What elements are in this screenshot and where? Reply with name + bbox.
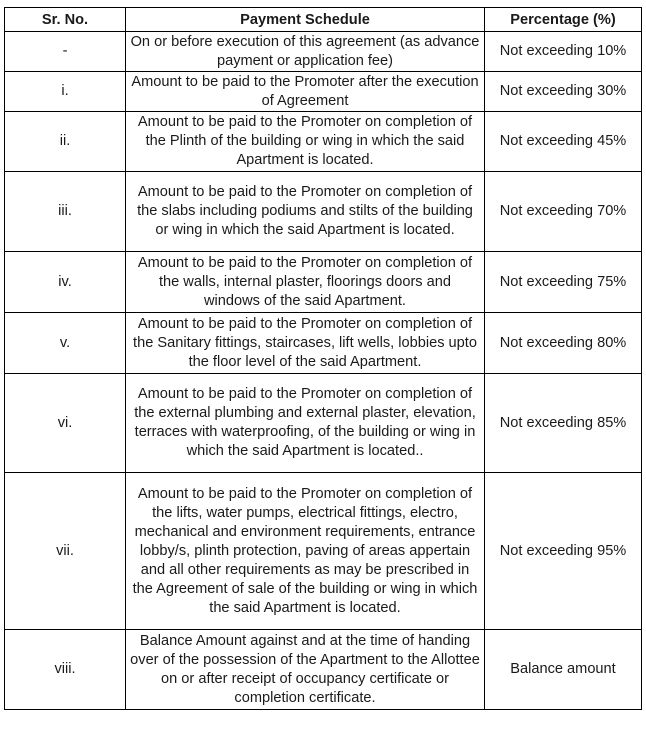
row-percentage: Not exceeding 10% [485,32,642,72]
table-row [5,313,642,374]
row-sr-no: - [5,32,126,72]
row-description: On or before execution of this agreement (as advance payment or application fee) [126,32,485,72]
row-sr-no: v. [5,313,126,374]
row-sr-no: vii. [5,473,126,630]
row-sr-no: iii. [5,172,126,252]
table-row [5,172,642,252]
row-percentage: Not exceeding 85% [485,374,642,473]
table-header-row [5,8,642,32]
table-row [5,32,642,72]
row-description: Amount to be paid to the Promoter on completion of the lifts, water pumps, electrical fittings, electro, mechanical and environment requirements, entrance lobby/s, plinth protection, paving of areas appertain and all other requirements as may be prescribed in the Agreement of sale of the building or wing in which the said Apartment is located. [126,473,485,630]
table-row [5,112,642,172]
table-row [5,630,642,710]
table-row [5,72,642,112]
table-row [5,252,642,313]
row-percentage: Not exceeding 30% [485,72,642,112]
row-sr-no: viii. [5,630,126,710]
row-percentage: Not exceeding 45% [485,112,642,172]
row-percentage: Not exceeding 80% [485,313,642,374]
table-row [5,473,642,630]
row-percentage: Not exceeding 70% [485,172,642,252]
row-description: Amount to be paid to the Promoter on completion of the slabs including podiums and stilts of the building or wing in which the said Apartment is located. [126,172,485,252]
row-description: Balance Amount against and at the time of handing over of the possession of the Apartment to the Allottee on or after receipt of occupancy certificate or completion certificate. [126,630,485,710]
row-description: Amount to be paid to the Promoter on completion of the external plumbing and external plaster, elevation, terraces with waterproofing, of the building or wing in which the said Apartment is located.. [126,374,485,473]
row-sr-no: ii. [5,112,126,172]
header-payment-schedule: Payment Schedule [126,8,485,32]
header-percentage: Percentage (%) [485,8,642,32]
row-percentage: Not exceeding 95% [485,473,642,630]
row-description: Amount to be paid to the Promoter on completion of the Plinth of the building or wing in which the said Apartment is located. [126,112,485,172]
payment-schedule-table [4,7,642,710]
row-percentage: Balance amount [485,630,642,710]
table-row [5,374,642,473]
row-description: Amount to be paid to the Promoter after the execution of Agreement [126,72,485,112]
row-sr-no: vi. [5,374,126,473]
row-description: Amount to be paid to the Promoter on completion of the Sanitary fittings, staircases, lift wells, lobbies upto the floor level of the said Apartment. [126,313,485,374]
row-percentage: Not exceeding 75% [485,252,642,313]
row-sr-no: i. [5,72,126,112]
header-sr-no: Sr. No. [5,8,126,32]
row-sr-no: iv. [5,252,126,313]
row-description: Amount to be paid to the Promoter on completion of the walls, internal plaster, floorings doors and windows of the said Apartment. [126,252,485,313]
